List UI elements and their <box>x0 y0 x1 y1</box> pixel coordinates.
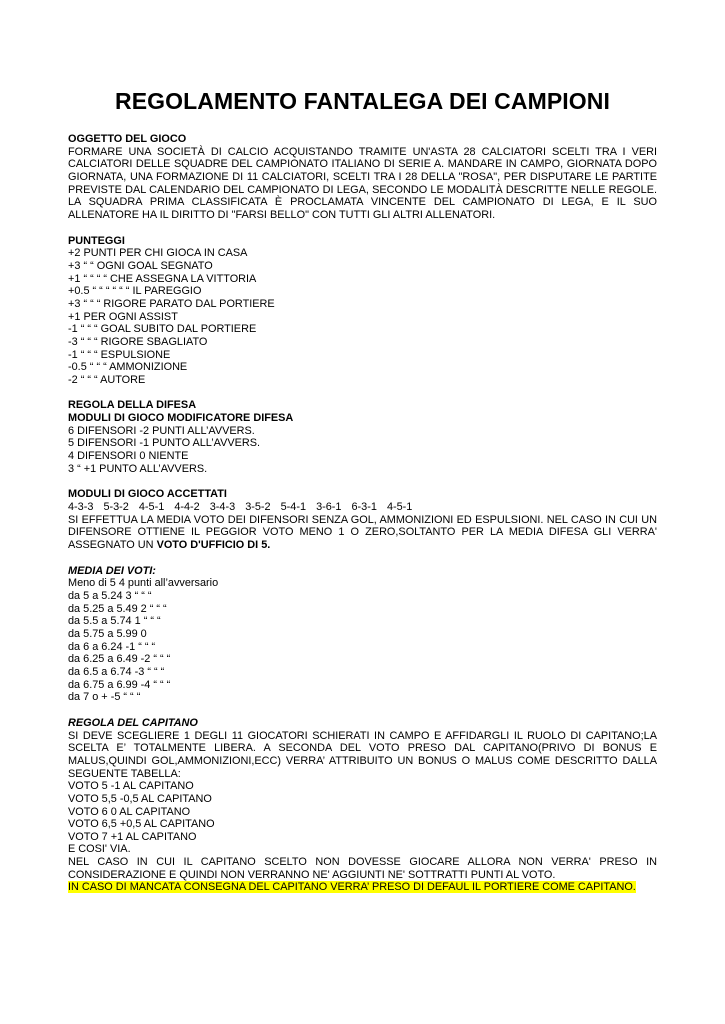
list-item: -1 “ “ “ ESPULSIONE <box>68 348 171 361</box>
capitano-highlight-line <box>68 881 657 894</box>
list-item: 4 DIFENSORI 0 NIENTE <box>68 450 189 463</box>
list-item: Meno di 5 4 punti all’avversario <box>68 577 219 590</box>
section-punteggi <box>68 235 657 387</box>
modulo-item: 4-5-1 <box>138 501 165 514</box>
modulo-item: 3-6-1 <box>316 501 342 514</box>
modulo-item: 4-3-3 <box>68 501 94 514</box>
oggetto-paragraph: FORMARE UNA SOCIETÀ DI CALCIO ACQUISTANDO TRAMITE UN'ASTA 28 CALCIATORI SCELTI TRA I VERI CALCIATORI DELLE SQUADRE DEL CAMPIONATO ITALIANO DI SERIE A. MANDARE IN CAMPO, GIORNATA DOPO GIORNATA, UNA FORMAZIONE DI 11 CALCIATORI, SCELTI TRA I 28 DELLA "ROSA", PER DISPUTARE LE PARTITE PREVISTE DAL CALENDARIO DEL CAMPIONATO DI LEGA, SECONDO LE MODALITÀ DESCRITTE NELLE REGOLE. LA SQUADRA PRIMA CLASSIFICATA È PROCLAMATA VINCENTE DEL CAMPIONATO DI LEGA, E IL SUO ALLENATORE HA IL DIRITTO DI "FARSI BELLO" CON TUTTI GLI ALTRI ALLENATORI. <box>68 145 657 221</box>
capitano-paragraph-2: NEL CASO IN CUI IL CAPITANO SCELTO NON DOVESSE GIOCARE ALLORA NON VERRA' PRESO IN CONSIDERAZIONE E QUINDI NON VERRANNO NE' AGGIUNTI NE' SOTTRATTI PUNTI AL VOTO. <box>68 856 657 881</box>
list-item: da 5.75 a 5.99 0 <box>68 627 147 640</box>
list-item: VOTO 5,5 -0,5 AL CAPITANO <box>68 792 212 805</box>
modulo-item: 6-3-1 <box>351 501 377 514</box>
list-item: da 6.25 a 6.49 -2 “ “ “ <box>68 653 171 666</box>
list-item: da 5.5 a 5.74 1 “ “ “ <box>68 615 161 628</box>
list-item: 5 DIFENSORI -1 PUNTO ALL’AVVERS. <box>68 437 261 450</box>
page-title: REGOLAMENTO FANTALEGA DEI CAMPIONI <box>115 88 610 114</box>
list-item: -0.5 “ “ “ AMMONIZIONE <box>68 361 188 374</box>
section-heading-punteggi: PUNTEGGI <box>68 234 125 247</box>
list-item: -1 “ “ “ GOAL SUBITO DAL PORTIERE <box>68 323 257 336</box>
list-item: +3 “ “ “ RIGORE PARATO DAL PORTIERE <box>68 297 275 310</box>
section-heading-capitano: REGOLA DEL CAPITANO <box>68 716 198 729</box>
section-heading-media: MEDIA DEI VOTI: <box>68 564 156 577</box>
modulo-item: 3-5-2 <box>245 501 271 514</box>
modulo-item: 5-3-2 <box>103 501 129 514</box>
list-item: 6 DIFENSORI -2 PUNTI ALL’AVVERS. <box>68 424 255 437</box>
list-item: +0.5 “ “ “ “ “ “ IL PAREGGIO <box>68 285 202 298</box>
list-item: da 7 o + -5 “ “ “ <box>68 691 141 704</box>
section-subheading-modificatore: MODULI DI GIOCO MODIFICATORE DIFESA <box>68 412 294 425</box>
section-oggetto <box>68 133 657 222</box>
list-item: +2 PUNTI PER CHI GIOCA IN CASA <box>68 247 248 260</box>
list-item: da 6.75 a 6.99 -4 “ “ “ <box>68 678 171 691</box>
moduli-text: SI EFFETTUA LA MEDIA VOTO DEI DIFENSORI SENZA GOL, AMMONIZIONI ED ESPULSIONI. NEL CASO IN CUI UN DIFENSORE OTTIENE IL PEGGIOR VOTO MENO 1 O ZERO,SOLTANTO PER LA MEDIA DIFESA GLI VERRA' ASSEGNATO UN <box>68 513 657 552</box>
section-heading-moduli: MODULI DI GIOCO ACCETTATI <box>68 488 227 501</box>
list-item: VOTO 6,5 +0,5 AL CAPITANO <box>68 818 215 831</box>
list-item: da 5.25 a 5.49 2 “ “ “ <box>68 602 167 615</box>
list-item: -3 “ “ “ RIGORE SBAGLIATO <box>68 335 208 348</box>
list-item: -2 “ “ “ AUTORE <box>68 373 146 386</box>
section-heading-oggetto: OGGETTO DEL GIOCO <box>68 133 187 145</box>
list-item: VOTO 6 0 AL CAPITANO <box>68 805 191 818</box>
section-difesa <box>68 399 657 475</box>
list-item: +1 PER OGNI ASSIST <box>68 310 178 323</box>
moduli-list <box>68 501 657 514</box>
section-media <box>68 565 657 704</box>
list-item: da 6.5 a 6.74 -3 “ “ “ <box>68 665 165 678</box>
list-item: da 6 a 6.24 -1 “ “ “ <box>68 640 156 653</box>
section-moduli <box>68 488 657 551</box>
list-item: +1 “ “ “ “ CHE ASSEGNA LA VITTORIA <box>68 272 257 285</box>
modulo-item: 5-4-1 <box>280 501 307 514</box>
section-capitano <box>68 717 657 894</box>
list-item: VOTO 5 -1 AL CAPITANO <box>68 780 194 793</box>
document-page <box>68 88 657 894</box>
list-item: +3 “ “ OGNI GOAL SEGNATO <box>68 259 213 272</box>
list-item: VOTO 7 +1 AL CAPITANO <box>68 830 197 843</box>
modulo-item: 3-4-3 <box>209 501 236 514</box>
modulo-item: 4-4-2 <box>174 501 200 514</box>
moduli-text-bold: VOTO D'UFFICIO DI 5. <box>156 539 271 552</box>
list-item: 3 “ +1 PUNTO ALL’AVVERS. <box>68 462 208 475</box>
highlighted-text: IN CASO DI MANCATA CONSEGNA DEL CAPITANO VERRA’ PRESO DI DEFAUL IL PORTIERE COME CAPITANO. <box>68 881 636 894</box>
capitano-paragraph: SI DEVE SCEGLIERE 1 DEGLI 11 GIOCATORI SCHIERATI IN CAMPO E AFFIDARGLI IL RUOLO DI CAPITANO;LA SCELTA E’ TOTALMENTE LIBERA. A SECONDA DEL VOTO PRESO DAL CAPITANO(PRIVO DI BONUS E MALUS,QUINDI GOL,AMMONIZIONI,ECC) VERRA’ ATTRIBUITO UN BONUS O MALUS COME DESCRITTO DALLA SEGUENTE TABELLA: <box>68 729 657 780</box>
modulo-item: 4-5-1 <box>386 501 413 514</box>
moduli-paragraph <box>68 514 657 552</box>
section-heading-difesa: REGOLA DELLA DIFESA <box>68 399 197 412</box>
list-item: da 5 a 5.24 3 “ “ “ <box>68 590 152 602</box>
list-item: E COSI' VIA. <box>68 843 131 856</box>
